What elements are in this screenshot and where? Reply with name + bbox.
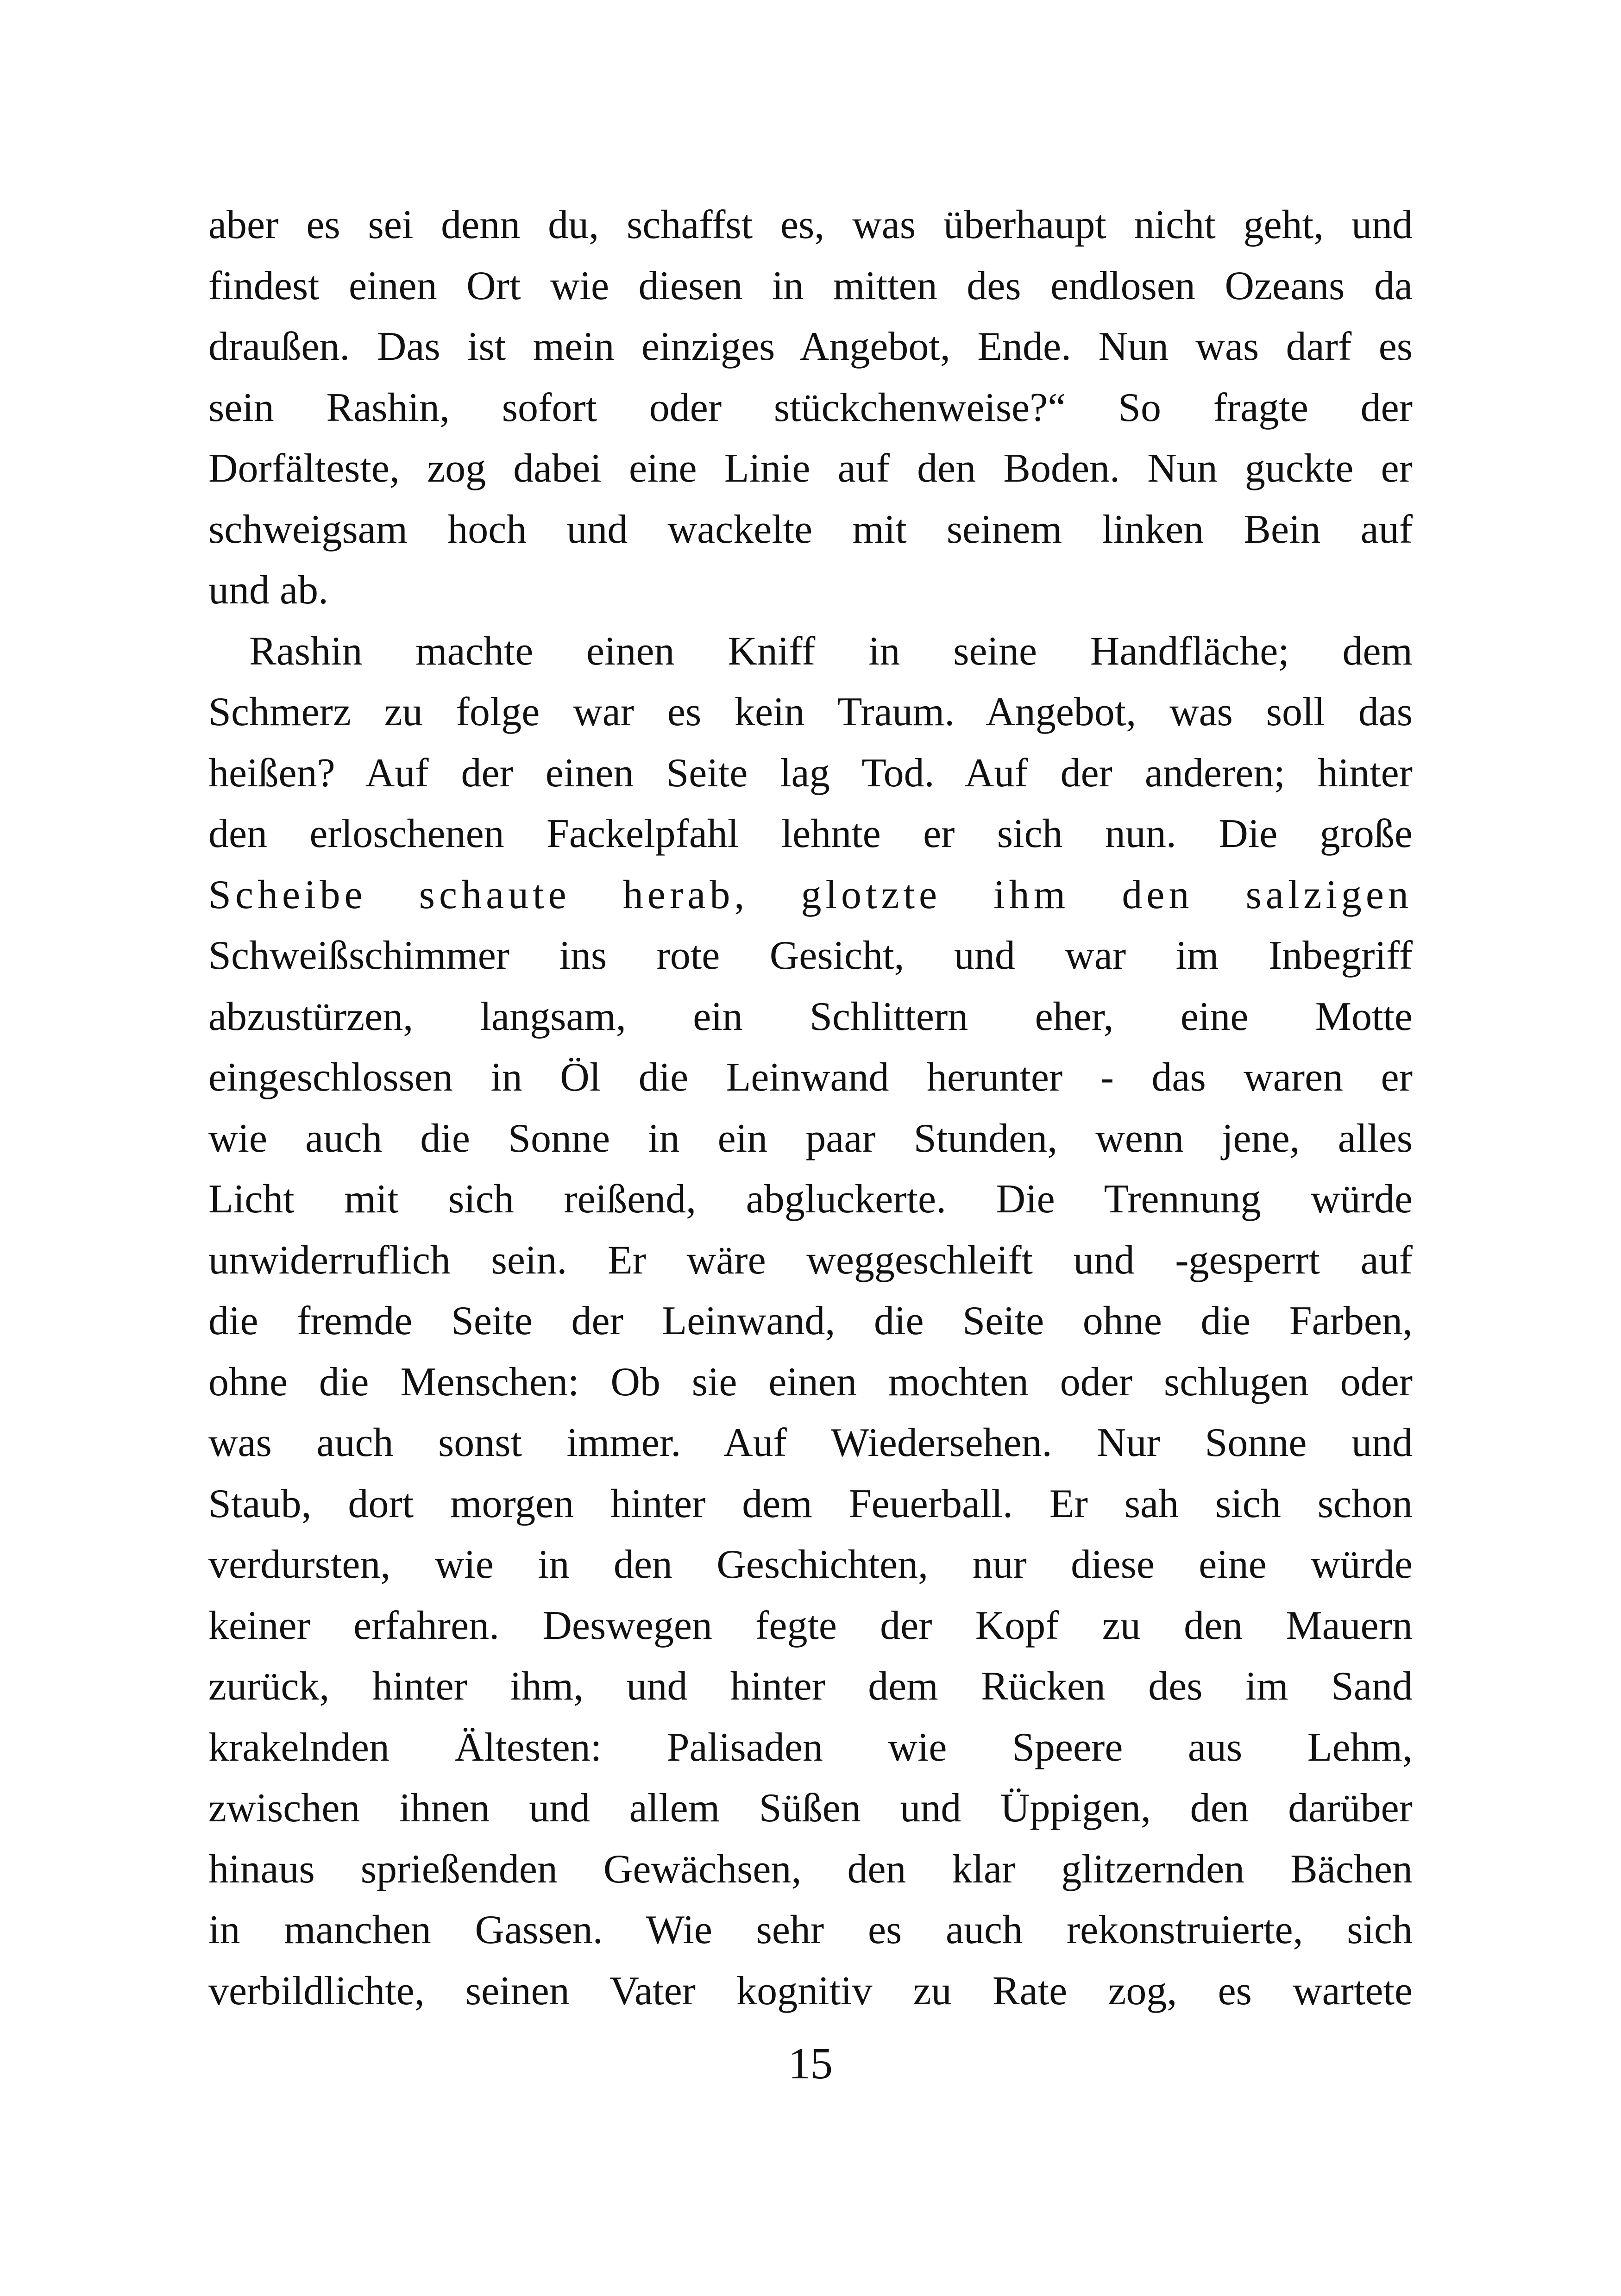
- text-line: die fremde Seite der Leinwand, die Seite ohne die Farben,: [208, 1299, 1413, 1343]
- text-line: in manchen Gassen. Wie sehr es auch rekonstruierte, sich: [208, 1907, 1413, 1952]
- text-line: keiner erfahren. Deswegen fegte der Kopf zu den Mauern: [208, 1603, 1413, 1648]
- text-line: verbildlichte, seinen Vater kognitiv zu Rate zog, es wartete: [208, 1968, 1413, 2014]
- text-line: eingeschlossen in Öl die Leinwand herunter - das waren er: [208, 1055, 1413, 1100]
- text-line: Schmerz zu folge war es kein Traum. Angebot, was soll das: [208, 690, 1413, 734]
- text-line: wie auch die Sonne in ein paar Stunden, wenn jene, alles: [208, 1116, 1413, 1161]
- text-line: Staub, dort morgen hinter dem Feuerball. Er sah sich schon: [208, 1481, 1413, 1526]
- text-line: und ab.: [208, 568, 329, 613]
- text-line: Dorfälteste, zog dabei eine Linie auf den Boden. Nun guckte er: [208, 446, 1413, 491]
- body-text: [208, 194, 1413, 2021]
- text-line: findest einen Ort wie diesen in mitten des endlosen Ozeans da: [208, 263, 1413, 308]
- text-line: Schweißschimmer ins rote Gesicht, und war im Inbegriff: [208, 933, 1413, 978]
- page-number: 15: [788, 2039, 833, 2088]
- text-line: sein Rashin, sofort oder stückchenweise?“ So fragte der: [208, 385, 1413, 430]
- text-line: Scheibe schaute herab, glotzte ihm den salzigen: [208, 872, 1413, 917]
- text-line: unwiderruflich sein. Er wäre weggeschleift und -gesperrt auf: [208, 1237, 1413, 1283]
- text-line: Licht mit sich reißend, abgluckerte. Die Trennung würde: [208, 1177, 1413, 1222]
- text-line: krakelnden Ältesten: Palisaden wie Speere aus Lehm,: [208, 1725, 1413, 1770]
- text-line: zurück, hinter ihm, und hinter dem Rücken des im Sand: [208, 1664, 1413, 1709]
- text-line: ohne die Menschen: Ob sie einen mochten oder schlugen oder: [208, 1359, 1413, 1405]
- text-line: schweigsam hoch und wackelte mit seinem linken Bein auf: [208, 507, 1413, 552]
- text-line: verdursten, wie in den Geschichten, nur diese eine würde: [208, 1542, 1413, 1587]
- text-line: zwischen ihnen und allem Süßen und Üppigen, den darüber: [208, 1786, 1413, 1831]
- text-line: was auch sonst immer. Auf Wiedersehen. Nur Sonne und: [208, 1420, 1413, 1465]
- text-line: abzustürzen, langsam, ein Schlittern eher, eine Motte: [208, 994, 1413, 1039]
- text-line: heißen? Auf der einen Seite lag Tod. Auf der anderen; hinter: [208, 750, 1413, 796]
- text-line: aber es sei denn du, schaffst es, was überhaupt nicht geht, und: [208, 202, 1413, 247]
- text-line: draußen. Das ist mein einziges Angebot, Ende. Nun was darf es: [208, 324, 1413, 369]
- text-line: den erloschenen Fackelpfahl lehnte er sich nun. Die große: [208, 811, 1413, 856]
- text-line: hinaus sprießenden Gewächsen, den klar glitzernden Bächen: [208, 1846, 1413, 1892]
- text-line: Rashin machte einen Kniff in seine Handfläche; dem: [249, 628, 1413, 674]
